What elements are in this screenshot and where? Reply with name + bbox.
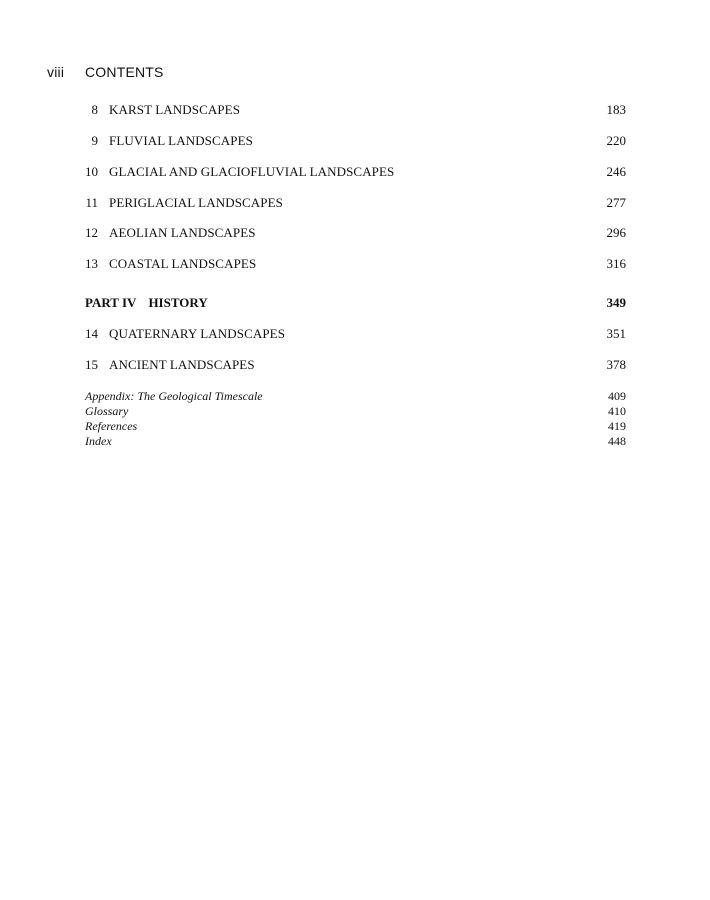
toc-entry[interactable] [85, 256, 626, 272]
part-heading [85, 295, 208, 311]
back-matter-title: Index [85, 434, 112, 448]
chapter-number: 14 [85, 326, 98, 341]
back-matter-title: References [85, 419, 138, 433]
page-number: 378 [606, 357, 626, 372]
page-number: 410 [608, 404, 626, 418]
chapter-title: GLACIAL AND GLACIOFLUVIAL LANDSCAPES [109, 164, 395, 179]
page-number: 351 [606, 326, 626, 341]
toc-back-entry[interactable] [85, 419, 626, 434]
page-number: 409 [608, 389, 626, 403]
page-folio: viii [47, 64, 65, 80]
page-title: CONTENTS [85, 64, 164, 80]
chapter-number: 10 [85, 164, 98, 179]
toc-back-entry[interactable] [85, 434, 626, 449]
chapter-title: KARST LANDSCAPES [109, 102, 241, 117]
part-label: PART IV [85, 295, 137, 310]
chapter-title: FLUVIAL LANDSCAPES [109, 133, 253, 148]
chapter-title: AEOLIAN LANDSCAPES [109, 225, 256, 240]
toc-entry[interactable] [85, 133, 626, 149]
toc-entry[interactable] [85, 102, 626, 118]
chapter-title: COASTAL LANDSCAPES [109, 256, 257, 271]
chapter-number: 15 [85, 357, 98, 372]
chapter-title: ANCIENT LANDSCAPES [109, 357, 255, 372]
chapter-number: 12 [85, 225, 98, 240]
toc-entry[interactable] [85, 225, 626, 241]
toc-entry[interactable] [85, 357, 626, 373]
back-matter-title: Glossary [85, 404, 129, 418]
chapter-title: QUATERNARY LANDSCAPES [109, 326, 286, 341]
page-number: 349 [606, 295, 626, 310]
chapter-number: 11 [85, 195, 98, 210]
chapter-number: 8 [91, 102, 98, 117]
page-number: 296 [606, 225, 626, 240]
page-number: 419 [608, 419, 626, 433]
running-head [47, 64, 164, 80]
chapter-number: 9 [91, 133, 98, 148]
page-number: 277 [606, 195, 626, 210]
part-name: HISTORY [148, 295, 208, 310]
toc-part-entry[interactable] [85, 295, 626, 311]
page-number: 316 [606, 256, 626, 271]
back-matter-title: Appendix: The Geological Timescale [85, 389, 263, 403]
page-number: 246 [606, 164, 626, 179]
toc-entry[interactable] [85, 195, 626, 211]
page-number: 183 [606, 102, 626, 117]
toc-entry[interactable] [85, 164, 626, 180]
chapter-title: PERIGLACIAL LANDSCAPES [109, 195, 283, 210]
toc-back-entry[interactable] [85, 404, 626, 419]
toc-entry[interactable] [85, 326, 626, 342]
chapter-number: 13 [85, 256, 98, 271]
page-number: 448 [608, 434, 626, 448]
page-number: 220 [606, 133, 626, 148]
toc-back-entry[interactable] [85, 389, 626, 404]
